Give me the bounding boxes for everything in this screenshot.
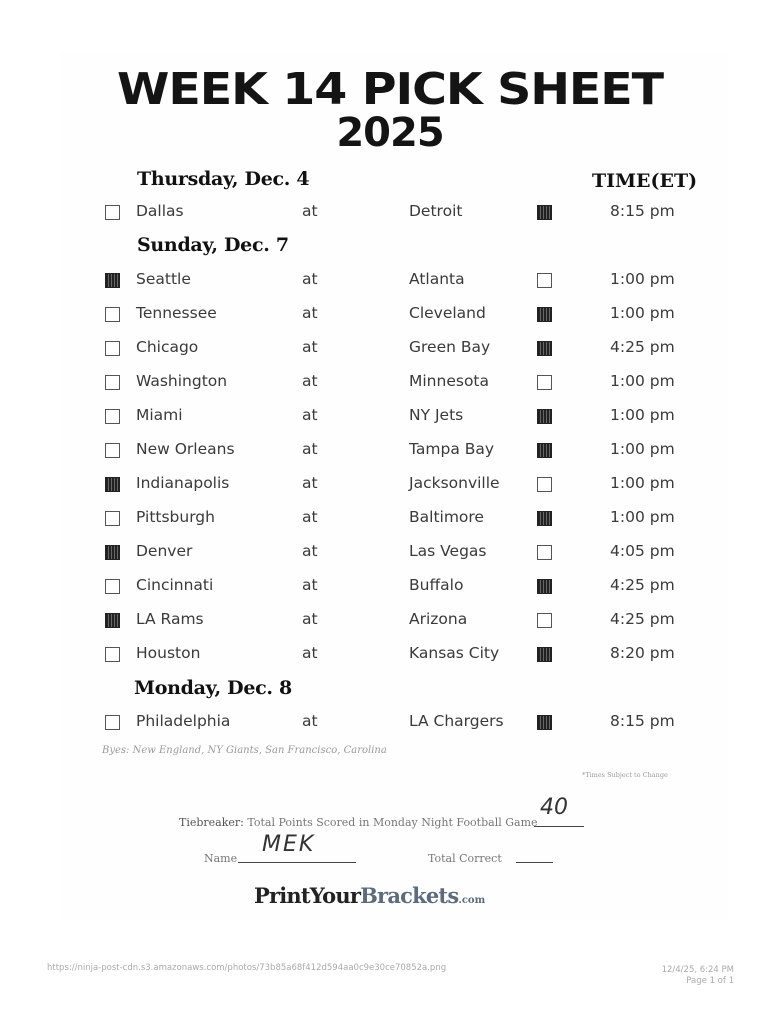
footer-page: Page 1 of 1 (686, 976, 734, 986)
at-label: at (302, 542, 318, 560)
home-team: Atlanta (409, 270, 465, 288)
away-team: New Orleans (136, 440, 235, 458)
game-row (0, 268, 780, 292)
away-team: Miami (136, 406, 183, 424)
away-pick-checkbox[interactable] (105, 579, 120, 594)
away-team: Dallas (136, 202, 184, 220)
at-label: at (302, 338, 318, 356)
home-team: Minnesota (409, 372, 489, 390)
away-team: Pittsburgh (136, 508, 215, 526)
home-pick-checkbox[interactable] (537, 579, 552, 594)
tiebreaker-text: Total Points Scored in Monday Night Football Game (247, 816, 538, 829)
away-pick-checkbox[interactable] (105, 613, 120, 628)
away-pick-checkbox[interactable] (105, 375, 120, 390)
kickoff-time: 8:20 pm (610, 644, 675, 662)
kickoff-time: 4:25 pm (610, 576, 675, 594)
game-row (0, 540, 780, 564)
game-row (0, 506, 780, 530)
home-team: Green Bay (409, 338, 491, 356)
home-pick-checkbox[interactable] (537, 613, 552, 628)
home-pick-checkbox[interactable] (537, 715, 552, 730)
game-row (0, 438, 780, 462)
away-pick-checkbox[interactable] (105, 511, 120, 526)
at-label: at (302, 202, 318, 220)
home-pick-checkbox[interactable] (537, 205, 552, 220)
home-team: Jacksonville (409, 474, 500, 492)
footer-date: 12/4/25, 6:24 PM (661, 965, 734, 975)
home-pick-checkbox[interactable] (537, 341, 552, 356)
away-team: Cincinnati (136, 576, 214, 594)
name-label: Name (204, 852, 238, 865)
kickoff-time: 8:15 pm (610, 202, 675, 220)
away-pick-checkbox[interactable] (105, 545, 120, 560)
tiebreaker-line (534, 826, 584, 827)
away-team: Washington (136, 372, 228, 390)
kickoff-time: 4:25 pm (610, 338, 675, 356)
tiebreaker-label (179, 816, 538, 829)
away-pick-checkbox[interactable] (105, 647, 120, 662)
brand-part-3: .com (458, 895, 486, 906)
home-pick-checkbox[interactable] (537, 647, 552, 662)
home-team: Baltimore (409, 508, 484, 526)
at-label: at (302, 610, 318, 628)
total-correct-field[interactable] (516, 862, 553, 863)
away-team: Tennessee (136, 304, 217, 322)
away-pick-checkbox[interactable] (105, 477, 120, 492)
total-correct-label: Total Correct (428, 852, 502, 865)
page-title-year: 2025 (336, 110, 444, 156)
at-label: at (302, 406, 318, 424)
times-disclaimer: *Times Subject to Change (582, 771, 668, 779)
kickoff-time: 1:00 pm (610, 440, 675, 458)
day-heading: Monday, Dec. 8 (134, 677, 292, 699)
at-label: at (302, 304, 318, 322)
at-label: at (302, 712, 318, 730)
home-team: Detroit (409, 202, 463, 220)
kickoff-time: 1:00 pm (610, 372, 675, 390)
home-pick-checkbox[interactable] (537, 545, 552, 560)
kickoff-time: 4:25 pm (610, 610, 675, 628)
tiebreaker-title: Tiebreaker: (179, 816, 244, 829)
away-team: Seattle (136, 270, 191, 288)
away-pick-checkbox[interactable] (105, 205, 120, 220)
away-pick-checkbox[interactable] (105, 273, 120, 288)
kickoff-time: 1:00 pm (610, 508, 675, 526)
home-team: Buffalo (409, 576, 464, 594)
home-pick-checkbox[interactable] (537, 409, 552, 424)
home-team: NY Jets (409, 406, 464, 424)
away-team: Chicago (136, 338, 199, 356)
away-pick-checkbox[interactable] (105, 409, 120, 424)
brand-part-2: Brackets (360, 883, 459, 908)
home-pick-checkbox[interactable] (537, 511, 552, 526)
away-pick-checkbox[interactable] (105, 443, 120, 458)
day-heading: Thursday, Dec. 4 (137, 168, 310, 190)
bye-teams: Byes: New England, NY Giants, San Francisco, Carolina (102, 745, 387, 756)
away-team: Philadelphia (136, 712, 231, 730)
home-pick-checkbox[interactable] (537, 307, 552, 322)
game-row (0, 302, 780, 326)
footer-url: https://ninja-post-cdn.s3.amazonaws.com/photos/73b85a68f412d594aa0c9e30ce70852a.png (47, 963, 447, 973)
away-team: Houston (136, 644, 201, 662)
home-team: Las Vegas (409, 542, 487, 560)
page-title: WEEK 14 PICK SHEET (116, 64, 664, 115)
home-team: Cleveland (409, 304, 486, 322)
tiebreaker-field[interactable]: 40 (540, 795, 568, 820)
home-team: LA Chargers (409, 712, 504, 730)
home-pick-checkbox[interactable] (537, 443, 552, 458)
game-row (0, 642, 780, 666)
game-row (0, 404, 780, 428)
at-label: at (302, 372, 318, 390)
kickoff-time: 1:00 pm (610, 304, 675, 322)
kickoff-time: 1:00 pm (610, 474, 675, 492)
home-team: Kansas City (409, 644, 500, 662)
at-label: at (302, 576, 318, 594)
home-pick-checkbox[interactable] (537, 273, 552, 288)
game-row (0, 336, 780, 360)
at-label: at (302, 508, 318, 526)
home-pick-checkbox[interactable] (537, 375, 552, 390)
name-line (238, 862, 356, 863)
at-label: at (302, 474, 318, 492)
game-row (0, 574, 780, 598)
away-pick-checkbox[interactable] (105, 715, 120, 730)
kickoff-time: 1:00 pm (610, 406, 675, 424)
brand-logo (254, 883, 485, 908)
at-label: at (302, 440, 318, 458)
brand-part-1: PrintYour (254, 883, 361, 908)
kickoff-time: 8:15 pm (610, 712, 675, 730)
time-column-header: TIME(ET) (592, 170, 698, 192)
game-row (0, 370, 780, 394)
away-team: LA Rams (136, 610, 204, 628)
at-label: at (302, 270, 318, 288)
home-pick-checkbox[interactable] (537, 477, 552, 492)
game-row (0, 710, 780, 734)
kickoff-time: 4:05 pm (610, 542, 675, 560)
day-heading: Sunday, Dec. 7 (137, 234, 289, 256)
home-team: Arizona (409, 610, 468, 628)
away-team: Indianapolis (136, 474, 230, 492)
game-row (0, 608, 780, 632)
name-field[interactable]: MEK (262, 832, 316, 857)
away-team: Denver (136, 542, 193, 560)
game-row (0, 200, 780, 224)
away-pick-checkbox[interactable] (105, 307, 120, 322)
home-team: Tampa Bay (409, 440, 495, 458)
away-pick-checkbox[interactable] (105, 341, 120, 356)
game-row (0, 472, 780, 496)
kickoff-time: 1:00 pm (610, 270, 675, 288)
at-label: at (302, 644, 318, 662)
